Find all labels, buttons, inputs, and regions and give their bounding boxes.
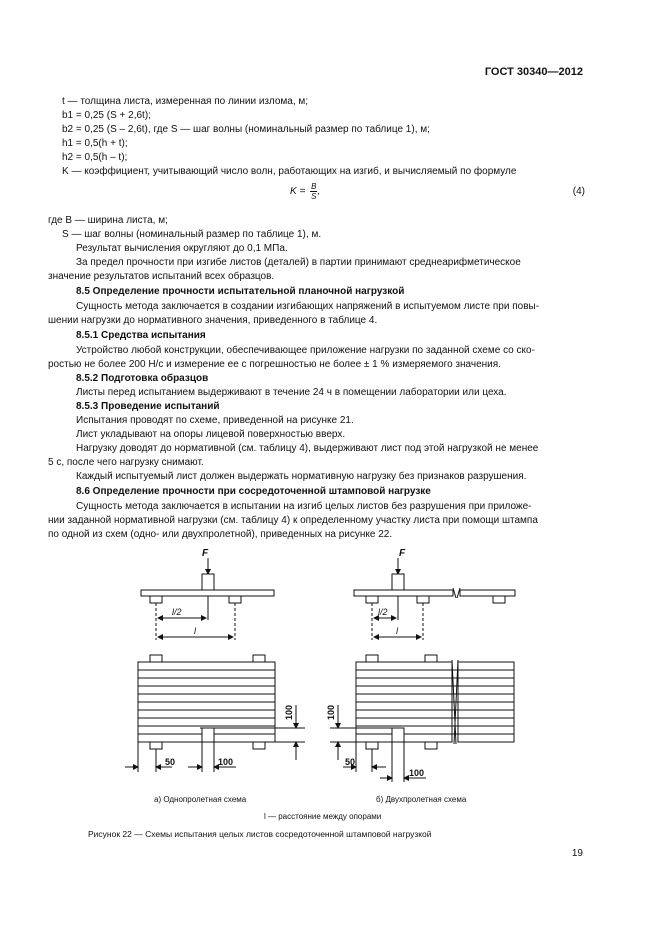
stamp-plan bbox=[392, 728, 404, 742]
text-line: h2 = 0,5(h – t); bbox=[62, 152, 128, 163]
text-line: b2 = 0,25 (S – 2,6t), где S — шаг волны (номинальный размер по таблице 1), м; bbox=[62, 124, 430, 135]
sheet-side bbox=[354, 590, 453, 596]
page-number: 19 bbox=[571, 848, 583, 859]
svg-text:100: 100 bbox=[284, 704, 294, 720]
svg-text:l/2: l/2 bbox=[172, 607, 182, 617]
section-heading-8-5-3: 8.5.3 Проведение испытаний bbox=[76, 401, 220, 412]
svg-text:50: 50 bbox=[345, 757, 356, 767]
text-line: Результат вычисления округляют до 0,1 МПа. bbox=[76, 243, 288, 254]
scheme-double-span bbox=[326, 548, 515, 782]
equation-number: (4) bbox=[572, 186, 585, 197]
support-right bbox=[229, 596, 241, 603]
section-heading-8-6: 8.6 Определение прочности при сосредоточенной штамповой нагрузке bbox=[76, 486, 431, 497]
caption-double-span: б) Двухпролетная схема bbox=[376, 795, 467, 804]
formula-4: K = $\frac{B}{S}$ , bbox=[290, 182, 321, 201]
text-line: Нагрузку доводят до нормативной (см. таблицу 4), выдерживают лист под этой нагрузкой не менее bbox=[76, 443, 539, 454]
svg-text:F: F bbox=[399, 548, 406, 559]
text-line: За предел прочности при изгибе листов (деталей) в партии принимают среднеарифметическое bbox=[76, 257, 521, 268]
text-line: K — коэффициент, учитывающий число волн, работающих на изгиб, и вычисляемый по формуле bbox=[62, 166, 517, 177]
svg-text:l: l bbox=[194, 626, 196, 636]
section-heading-8-5-1: 8.5.1 Средства испытания bbox=[76, 330, 206, 341]
figure-title: Рисунок 22 — Схемы испытания целых листов сосредоточенной штамповой нагрузкой bbox=[88, 829, 432, 839]
support-left bbox=[150, 596, 162, 603]
text-line: 5 с, после чего нагрузку снимают. bbox=[48, 457, 204, 468]
stamp bbox=[202, 574, 214, 590]
text-line: Испытания проводят по схеме, приведенной на рисунке 21. bbox=[76, 415, 354, 426]
svg-text:100: 100 bbox=[326, 704, 336, 720]
text-line: Сущность метода заключается в испытании на изгиб целых листов без разрушения при приложе- bbox=[76, 501, 532, 512]
stamp-plan bbox=[202, 728, 214, 742]
section-heading-8-5-2: 8.5.2 Подготовка образцов bbox=[76, 373, 209, 384]
svg-text:l/2: l/2 bbox=[378, 607, 388, 617]
text-line: b1 = 0,25 (S + 2,6t); bbox=[62, 110, 151, 121]
text-line: значение результатов испытаний всех образцов. bbox=[48, 271, 275, 282]
svg-text:100: 100 bbox=[409, 768, 425, 778]
text-line: где B — ширина листа, м; bbox=[48, 215, 168, 226]
caption-single-span: а) Однопролетная схема bbox=[154, 795, 247, 804]
text-line: по одной из схем (одно- или двухпролетной), приведенных на рисунке 22. bbox=[48, 529, 393, 540]
text-line: Каждый испытуемый лист должен выдержать нормативную нагрузку без признаков разрушения. bbox=[76, 471, 527, 482]
text-line: шении нагрузки до нормативного значения, приведенного в таблице 4. bbox=[48, 315, 378, 326]
svg-text:100: 100 bbox=[218, 757, 234, 767]
text-line: ростью не более 200 Н/с и измерение ее с погрешностью не более ± 1 % измеряемого значения. bbox=[48, 359, 501, 370]
text-line: Лист укладывают на опоры лицевой поверхностью вверх. bbox=[76, 429, 346, 440]
scheme-single-span bbox=[125, 548, 305, 772]
text-line: Сущность метода заключается в создании изгибающих напряжений в испытуемом листе при повы- bbox=[76, 301, 540, 312]
text-line: t — толщина листа, измеренная по линии излома, м; bbox=[62, 96, 309, 107]
text-line: нии заданной нормативной нагрузки (см. таблицу 4) к определенному участку листа при помощи штампа bbox=[48, 515, 538, 526]
text-line: S — шаг волны (номинальный размер по таблице 1), м. bbox=[62, 229, 322, 240]
sheet-side bbox=[141, 590, 274, 596]
text-line: Устройство любой конструкции, обеспечивающее приложение нагрузки по заданной схеме со ско- bbox=[76, 345, 535, 356]
svg-text:50: 50 bbox=[165, 757, 176, 767]
text-line: Листы перед испытанием выдерживают в течение 24 ч в помещении лаборатории или цеха. bbox=[76, 387, 507, 398]
standard-header: ГОСТ 30340—2012 bbox=[484, 66, 583, 78]
text-line: h1 = 0,5(h + t); bbox=[62, 138, 128, 149]
force-label: F bbox=[202, 548, 209, 559]
section-heading-8-5: 8.5 Определение прочности испытательной планочной нагрузкой bbox=[76, 286, 405, 297]
figure-legend: l — расстояние между опорами bbox=[264, 812, 382, 821]
stamp bbox=[392, 574, 404, 590]
svg-text:l: l bbox=[396, 626, 398, 636]
